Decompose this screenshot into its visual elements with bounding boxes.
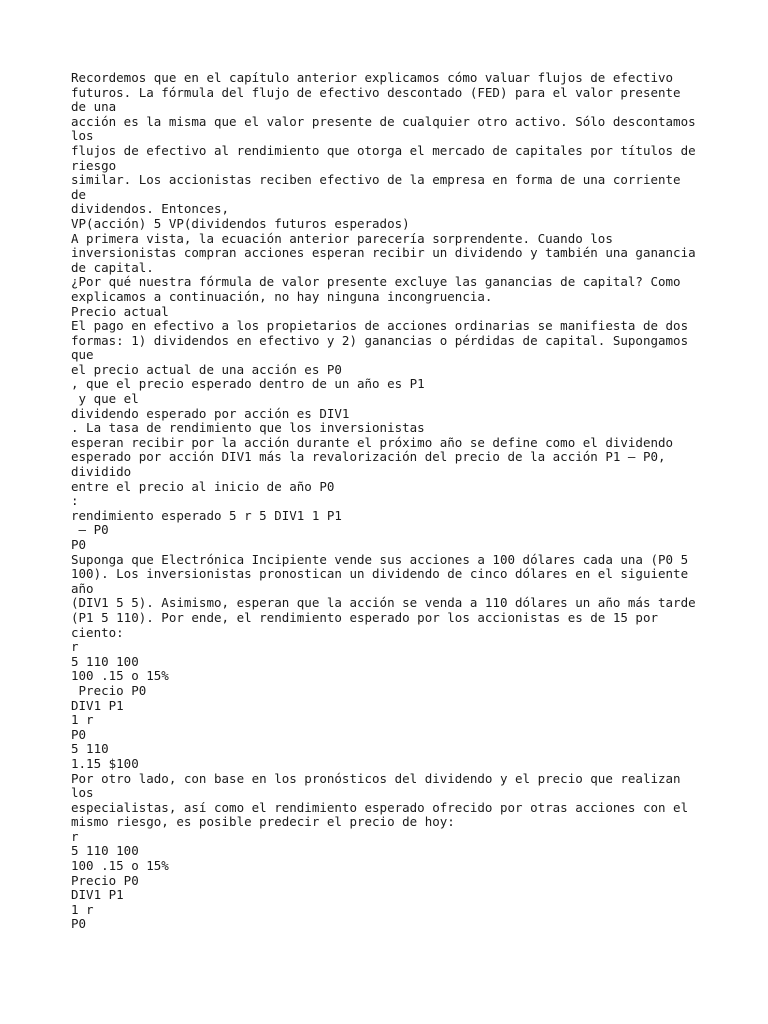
text-line: flujos de efectivo al rendimiento que otorga el mercado de capitales por títulos de (71, 142, 696, 158)
text-line: r (71, 639, 79, 655)
text-line: de (71, 186, 87, 202)
text-line: de una (71, 99, 117, 115)
text-line: DIV1 P1 (71, 887, 124, 903)
text-line: esperan recibir por la acción durante el próximo año se define como el dividendo (71, 434, 674, 450)
text-line: dividido (71, 464, 132, 480)
text-line: los (71, 785, 94, 801)
text-line: – P0 (71, 522, 109, 538)
text-line: ciento: (71, 624, 124, 640)
text-line: 1 r (71, 712, 94, 728)
text-line: Precio P0 (71, 872, 139, 888)
text-line: que (71, 347, 94, 363)
text-line: y que el (71, 391, 139, 407)
text-line: Suponga que Electrónica Incipiente vende sus acciones a 100 dólares cada una (P0 5 (71, 551, 689, 567)
text-line: dividendo esperado por acción es DIV1 (71, 405, 350, 421)
text-line: P0 (71, 537, 87, 552)
text-line: inversionistas compran acciones esperan recibir un dividendo y también una ganancia (71, 245, 696, 261)
text-line: 5 110 100 (71, 653, 139, 669)
text-line: mismo riesgo, es posible predecir el precio de hoy: (71, 814, 455, 830)
text-line: : (71, 493, 79, 509)
text-line: especialistas, así como el rendimiento esperado ofrecido por otras acciones con el (71, 799, 689, 815)
text-line: similar. Los accionistas reciben efectivo de la empresa en forma de una corriente (71, 172, 681, 188)
text-line: 5 110 100 (71, 843, 139, 859)
text-line: DIV1 P1 (71, 697, 124, 713)
text-line: 1 r (71, 901, 94, 917)
text-line: de capital. (71, 259, 154, 275)
text-line: Recordemos que en el capítulo anterior explicamos cómo valuar flujos de efectivo (71, 70, 674, 85)
text-line: P0 (71, 726, 87, 742)
text-line: formas: 1) dividendos en efectivo y 2) ganancias o pérdidas de capital. Supongamos (71, 332, 689, 348)
text-line: los (71, 128, 94, 144)
text-line: El pago en efectivo a los propietarios de acciones ordinarias se manifiesta de dos (71, 318, 689, 334)
text-line: 5 110 (71, 741, 109, 757)
text-line: rendimiento esperado 5 r 5 DIV1 1 P1 (71, 507, 342, 523)
text-line: esperado por acción DIV1 más la revalorización del precio de la acción P1 – P0, (71, 449, 666, 465)
text-line: entre el precio al inicio de año P0 (71, 478, 335, 494)
text-line: 100 .15 o 15% (71, 668, 169, 684)
text-line: Por otro lado, con base en los pronósticos del dividendo y el precio que realizan (71, 770, 681, 786)
text-line: ¿Por qué nuestra fórmula de valor presente excluye las ganancias de capital? Como (71, 274, 681, 290)
text-line: , que el precio esperado dentro de un año es P1 (71, 376, 425, 392)
text-line: 100). Los inversionistas pronostican un dividendo de cinco dólares en el siguiente (71, 566, 689, 582)
text-line: r (71, 828, 79, 844)
text-line: riesgo (71, 157, 117, 173)
text-line: (DIV1 5 5). Asimismo, esperan que la acción se venda a 110 dólares un año más tarde (71, 595, 696, 611)
text-line: P0 (71, 916, 87, 932)
text-line: 100 .15 o 15% (71, 858, 169, 874)
text-line: Precio P0 (71, 682, 147, 698)
text-line: . La tasa de rendimiento que los inversionistas (71, 420, 425, 436)
text-line: 1.15 $100 (71, 755, 139, 771)
text-line: Precio actual (71, 303, 169, 319)
text-line: dividendos. Entonces, (71, 201, 230, 217)
text-line: año (71, 580, 94, 596)
text-line: acción es la misma que el valor presente de cualquier otro activo. Sólo descontamos (71, 113, 696, 129)
text-line: A primera vista, la ecuación anterior parecería sorprendente. Cuando los (71, 230, 613, 246)
text-line: explicamos a continuación, no hay ninguna incongruencia. (71, 288, 493, 304)
text-line: futuros. La fórmula del flujo de efectivo descontado (FED) para el valor presente (71, 84, 681, 100)
text-line: VP(acción) 5 VP(dividendos futuros esperados) (71, 215, 410, 231)
document-body (71, 71, 711, 932)
text-line: el precio actual de una acción es P0 (71, 361, 342, 377)
text-line: (P1 5 110). Por ende, el rendimiento esperado por los accionistas es de 15 por (71, 609, 658, 625)
